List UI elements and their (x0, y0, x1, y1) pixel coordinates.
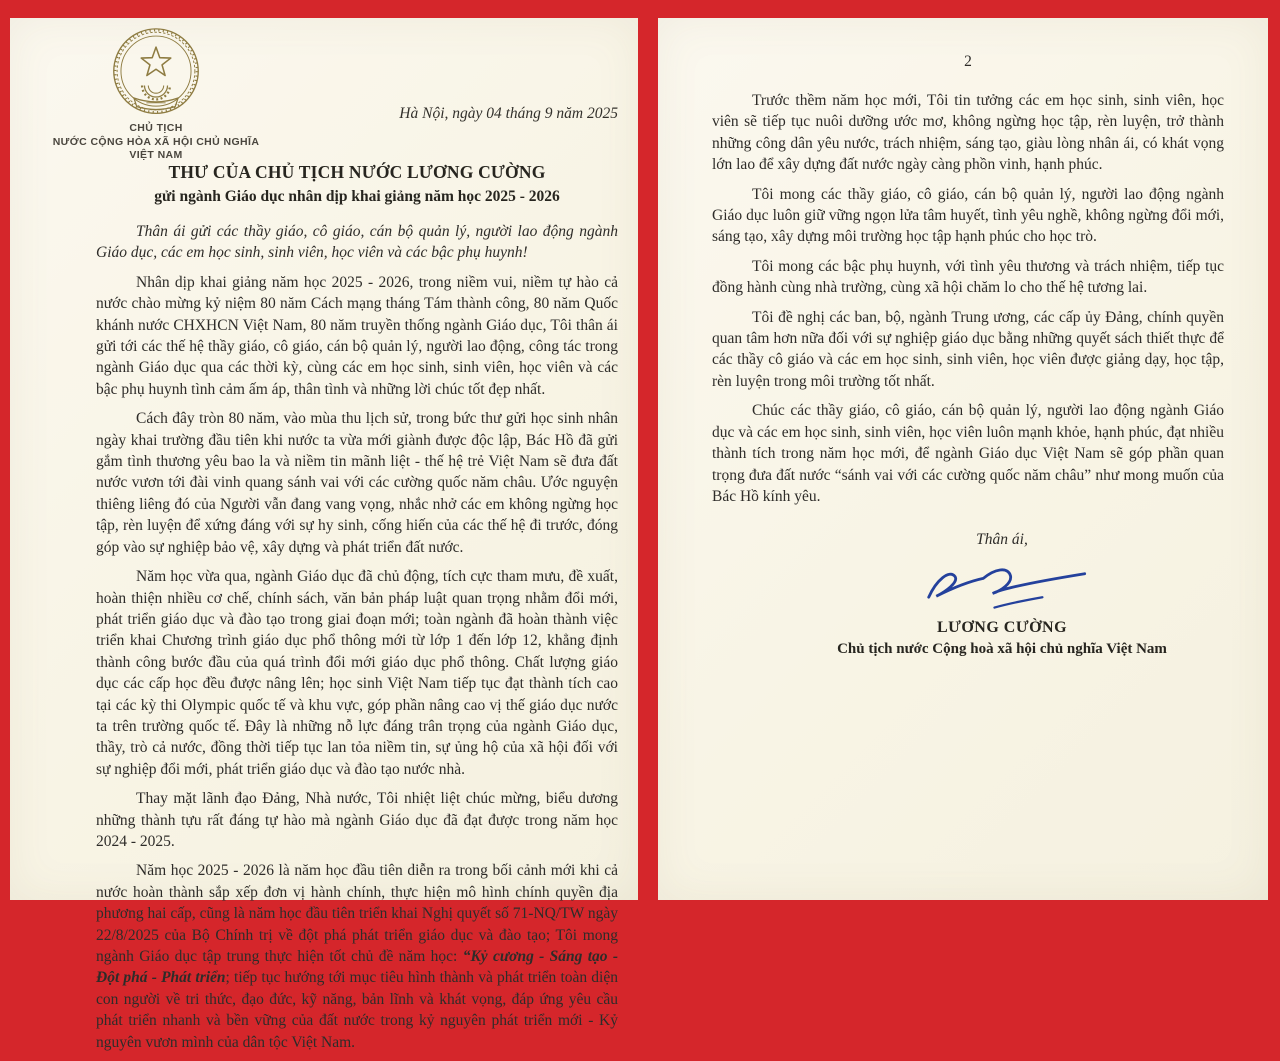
sender-office-line3: VIỆT NAM (129, 149, 183, 161)
letter-title: THƯ CỦA CHỦ TỊCH NƯỚC LƯƠNG CƯỜNG (168, 162, 546, 182)
salutation: Thân ái gửi các thầy giáo, cô giáo, cán bộ quản lý, người lao động ngành Giáo dục, các em học sinh, sinh viên, học viên và các bậc phụ huynh! (96, 223, 618, 262)
paragraph: Tôi mong các bậc phụ huynh, với tình yêu thương và trách nhiệm, tiếp tục đồng hành cùng nhà trường, cùng xã hội chăm lo cho thế hệ tương lai. (712, 257, 1224, 297)
closing-salute: Thân ái, (976, 531, 1028, 549)
paragraph: Chúc các thầy giáo, cô giáo, cán bộ quản lý, người lao động ngành Giáo dục và các em học sinh, sinh viên, học viên luôn mạnh khỏe, hạnh phúc, đạt nhiều thành tích trong năm học mới, để ngành Giáo dục Việt Nam sẽ góp phần quan trọng đưa đất nước “sánh vai với các cường quốc năm châu” như mong muốn của Bác Hồ kính yêu. (712, 402, 1224, 505)
paragraph: Trước thềm năm học mới, Tôi tin tưởng các em học sinh, sinh viên, học viên sẽ tiếp tục nuôi dưỡng ước mơ, không ngừng học tập, rèn luyện, trở thành những công dân yêu nước, trách nhiệm, sáng tạo, giàu lòng nhân ái, có khát vọng lớn lao để xây dựng đất nước ngày càng phồn vinh, hạnh phúc. (712, 92, 1224, 174)
theme-text-before: Năm học 2025 - 2026 là năm học đầu tiên diễn ra trong bối cảnh mới khi cả nước hoàn thành sắp xếp đơn vị hành chính, thực hiện mô hình chính quyền địa phương hai cấp, cũng là năm học đầu tiên triển khai Nghị quyết số 71-NQ/TW ngày 22/8/2025 của Bộ Chính trị về đột phá phát triển giáo dục và đào tạo; Tôi mong ngành Giáo dục tập trung thực hiện tốt chủ đề năm học: (96, 862, 618, 965)
paragraph: Thay mặt lãnh đạo Đảng, Nhà nước, Tôi nhiệt liệt chúc mừng, biểu dương những thành tựu rất đáng tự hào mà ngành Giáo dục đã đạt được trong năm học 2024 - 2025. (96, 790, 618, 850)
signer-title: Chủ tịch nước Cộng hoà xã hội chủ nghĩa Việt Nam (837, 641, 1167, 658)
page2-content (712, 18, 1224, 660)
letter-page-2 (658, 18, 1268, 900)
theme-text-after: ; tiếp tục hướng tới mục tiêu hình thành và phát triển toàn diện con người về tri thức, đạo đức, kỹ năng, bản lĩnh và khát vọng, đáp ứng yêu cầu phát triển nhanh và bền vững của đất nước trong kỷ nguyên phát triển mới - Kỷ nguyên vươn mình của dân tộc Việt Nam. (96, 969, 618, 1051)
paragraph: Nhân dịp khai giảng năm học 2025 - 2026, trong niềm vui, niềm tự hào cả nước chào mừng kỷ niệm 80 năm Cách mạng tháng Tám thành công, 80 năm Quốc khánh nước CHXHCN Việt Nam, 80 năm truyền thống ngành Giáo dục, Tôi thân ái gửi tới các thế hệ thầy giáo, cô giáo, cán bộ quản lý, người lao động, công tác trong ngành Giáo dục qua các thời kỳ, cùng các em học sinh, sinh viên, học viên và các bậc phụ huynh tình cảm ấm áp, thân tình và những lời chúc tốt đẹp nhất. (96, 273, 618, 398)
paragraph: Tôi mong các thầy giáo, cô giáo, cán bộ quản lý, người lao động ngành Giáo dục luôn giữ vững ngọn lửa tâm huyết, tình yêu nghề, không ngừng đổi mới, sáng tạo, xây dựng môi trường học tập hạnh phúc cho học trò. (712, 185, 1224, 246)
signature-block (800, 529, 1204, 660)
signature-icon (907, 554, 1097, 616)
dateline: Hà Nội, ngày 04 tháng 9 năm 2025 (399, 105, 618, 122)
page-number: 2 (964, 53, 972, 70)
sender-office-line2: NƯỚC CỘNG HÒA XÃ HỘI CHỦ NGHĨA (52, 135, 260, 148)
paragraph-school-year-theme (96, 860, 618, 1053)
paragraph: Năm học vừa qua, ngành Giáo dục đã chủ động, tích cực tham mưu, đề xuất, hoàn thiện nhiều cơ chế, chính sách, văn bản pháp luật quan trọng nhằm đổi mới, phát triển giáo dục và đào tạo trong giai đoạn mới; toàn ngành đã hoàn thành việc triển khai Chương trình giáo dục phổ thông mới từ lớp 1 đến lớp 12, khẳng định thành công bước đầu của quá trình đổi mới giáo dục phổ thông. Chất lượng giáo dục các cấp học đều được nâng lên; học sinh Việt Nam tiếp tục đạt thành tích cao tại các kỳ thi Olympic quốc tế và khu vực, góp phần nâng cao vị thế giáo dục nước ta trên trường quốc tế. Đây là những nỗ lực đáng trân trọng của ngành Giáo dục, thầy, trò cả nước, đồng thời tiếp tục lan tỏa niềm tin, sự ủng hộ của xã hội đối với sự nghiệp đổi mới, phát triển giáo dục và đào tạo nước nhà. (96, 568, 618, 778)
letter-page-1 (10, 18, 638, 1051)
letter-subtitle: gửi ngành Giáo dục nhân dịp khai giảng năm học 2025 - 2026 (154, 188, 560, 205)
page1-content (96, 18, 618, 1061)
paragraph: Cách đây tròn 80 năm, vào mùa thu lịch sử, trong bức thư gửi học sinh nhân ngày khai trường đầu tiên khi nước ta vừa mới giành được độc lập, Bác Hồ đã gửi gắm tình thương yêu bao la và niềm tin mãnh liệt - thế hệ trẻ Việt Nam sẽ đưa đất nước vươn tới đài vinh quang sánh vai với các cường quốc năm châu. Ước nguyện thiêng liêng đó của Người vẫn đang vang vọng, nhắc nhở các em không ngừng học tập, rèn luyện để xứng đáng với sự hy sinh, cống hiến của các thế hệ đi trước, đóng góp vào sự nghiệp bảo vệ, xây dựng và phát triển đất nước. (96, 410, 618, 556)
theme-motto: “Kỷ cương - Sáng tạo - Đột phá - Phát triển (96, 948, 618, 987)
signer-name: LƯƠNG CƯỜNG (936, 619, 1068, 637)
paragraph: Tôi đề nghị các ban, bộ, ngành Trung ương, các cấp ủy Đảng, chính quyền quan tâm hơn nữa đối với sự nghiệp giáo dục bằng những quyết sách thiết thực để các thầy cô giáo và các em học sinh, sinh viên, học viên được giảng dạy, học tập, rèn luyện trong môi trường tốt nhất. (712, 308, 1224, 390)
sender-office-line1: CHỦ TỊCH (129, 122, 183, 134)
